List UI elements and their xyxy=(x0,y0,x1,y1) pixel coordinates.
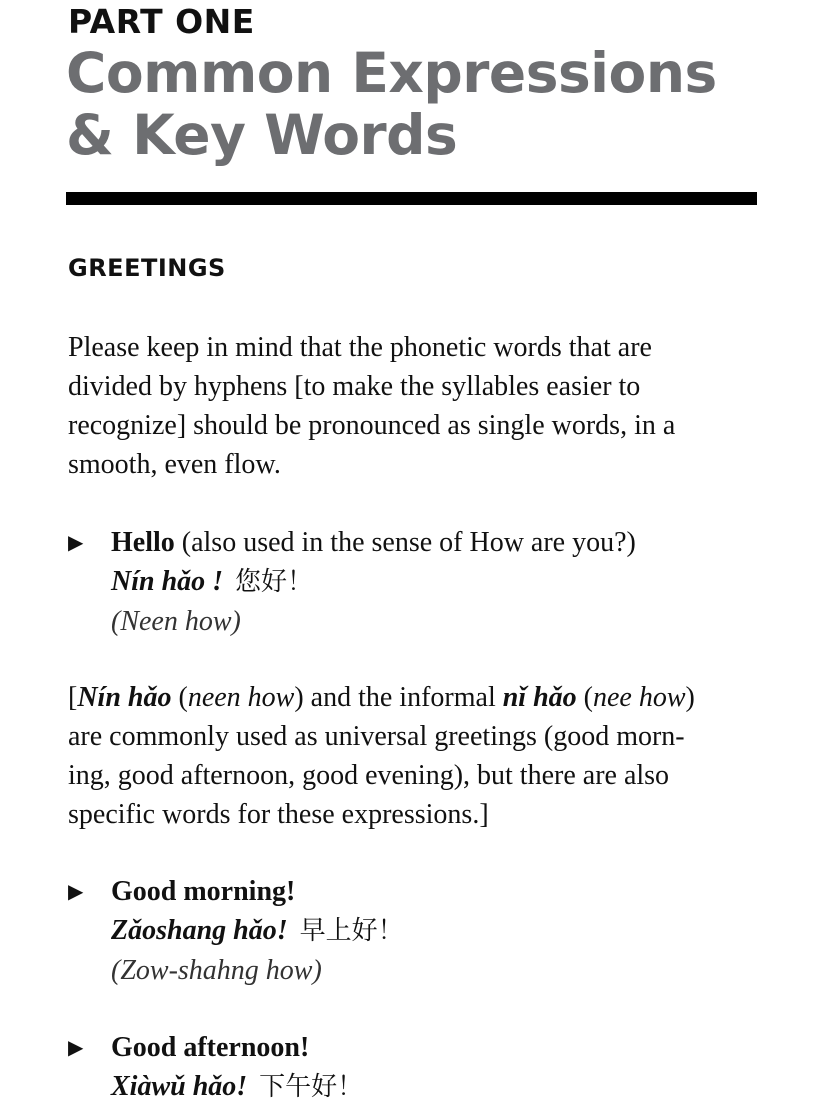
english-line xyxy=(111,523,761,562)
note-paragraph xyxy=(68,678,768,834)
chinese-characters: 早上好！ xyxy=(299,916,404,946)
chinese-characters: 下午好！ xyxy=(259,1072,364,1102)
section-heading: GREETINGS xyxy=(68,254,226,282)
note-term-formal-pron: neen how xyxy=(187,682,295,713)
note-text: ) and the informal xyxy=(294,682,503,713)
chinese-characters: 您好！ xyxy=(235,567,314,597)
note-line-4: specific words for these expressions.] xyxy=(68,799,489,830)
intro-line: smooth, even flow. xyxy=(68,449,281,480)
intro-line: Please keep in mind that the phonetic words that are xyxy=(68,332,652,363)
note-text: ( xyxy=(171,682,188,713)
pinyin-line xyxy=(111,1067,761,1107)
note-line-3: ing, good afternoon, good evening), but there are also xyxy=(68,760,670,791)
chapter-title xyxy=(66,42,786,166)
note-term-informal: nǐ hǎo xyxy=(502,682,577,713)
note-text: ) xyxy=(685,682,695,713)
pinyin-line xyxy=(111,562,761,602)
note-line-1 xyxy=(68,678,768,717)
english-phrase: Good morning! xyxy=(111,876,296,907)
chapter-title-line-1: Common Expressions xyxy=(66,41,717,105)
intro-line: recognize] should be pronounced as single words, in a xyxy=(68,410,676,441)
intro-line: divided by hyphens [to make the syllables easier to xyxy=(68,371,641,402)
english-phrase: Hello xyxy=(111,527,175,558)
triangle-right-icon: ▶ xyxy=(68,1035,84,1059)
pinyin: Nín hǎo ! xyxy=(111,566,224,597)
note-bracket: [ xyxy=(68,682,78,713)
intro-paragraph xyxy=(68,328,768,484)
triangle-right-icon: ▶ xyxy=(68,879,84,903)
pronunciation-guide: (Neen how) xyxy=(111,606,241,637)
note-line-2: are commonly used as universal greetings (good morn- xyxy=(68,721,685,752)
note-text: ( xyxy=(576,682,593,713)
english-phrase: Good afternoon! xyxy=(111,1032,310,1063)
english-line xyxy=(111,872,761,911)
pronunciation-guide: (Zow-shahng how) xyxy=(111,955,322,986)
english-line xyxy=(111,1028,761,1067)
chapter-title-line-2: & Key Words xyxy=(66,103,458,167)
pinyin-line xyxy=(111,911,761,951)
note-term-informal-pron: nee how xyxy=(592,682,686,713)
title-divider-rule xyxy=(66,192,757,205)
phrase-entry-body xyxy=(111,523,761,641)
note-term-formal: Nín hǎo xyxy=(77,682,172,713)
pinyin: Zǎoshang hǎo! xyxy=(111,915,288,946)
english-note: (also used in the sense of How are you?) xyxy=(174,527,636,558)
phrase-entry-body xyxy=(111,872,761,990)
pinyin: Xiàwǔ hǎo! xyxy=(111,1071,248,1102)
part-label: PART ONE xyxy=(68,2,255,41)
phrase-entry-body xyxy=(111,1028,761,1107)
triangle-right-icon: ▶ xyxy=(68,530,84,554)
